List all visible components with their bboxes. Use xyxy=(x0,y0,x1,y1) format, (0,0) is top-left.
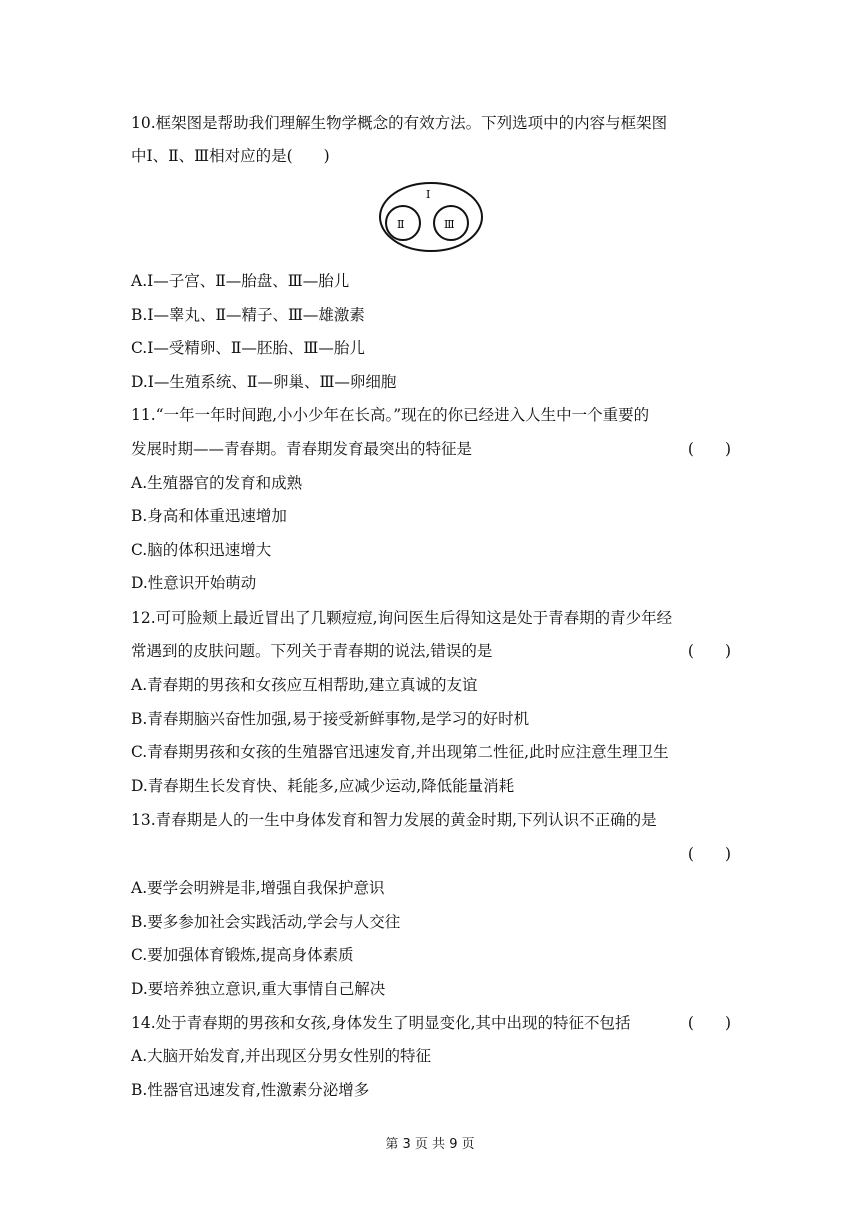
concept-framework-diagram xyxy=(378,181,484,253)
q10-option-d: D.Ⅰ—生殖系统、Ⅱ—卵巢、Ⅲ—卵细胞 xyxy=(131,373,397,391)
q13-option-b: B.要多参加社会实践活动,学会与人交往 xyxy=(131,913,401,931)
q11-stem-line-2 xyxy=(131,439,731,459)
q12-stem-text: 常遇到的皮肤问题。下列关于青春期的说法,错误的是 xyxy=(131,642,493,660)
q10-option-a: A.Ⅰ—子宫、Ⅱ—胎盘、Ⅲ—胎儿 xyxy=(131,272,350,290)
q13-option-a: A.要学会明辨是非,增强自我保护意识 xyxy=(131,879,385,897)
q11-answer-paren: ( ) xyxy=(687,440,731,458)
q13-option-d: D.要培养独立意识,重大事情自己解决 xyxy=(131,980,386,998)
q14-stem-text: 14.处于青春期的男孩和女孩,身体发生了明显变化,其中出现的特征不包括 xyxy=(131,1014,631,1032)
q10-option-c: C.Ⅰ—受精卵、Ⅱ—胚胎、Ⅲ—胎儿 xyxy=(131,339,365,357)
q11-option-c: C.脑的体积迅速增大 xyxy=(131,541,272,559)
q12-stem-line-1: 12.可可脸颊上最近冒出了几颗痘痘,询问医生后得知这是处于青春期的青少年经 xyxy=(131,609,673,627)
q14-answer-paren: ( ) xyxy=(687,1014,731,1032)
q10-stem-line-2: 中Ⅰ、Ⅱ、Ⅲ相对应的是( ) xyxy=(131,147,330,165)
q13-option-c: C.要加强体育锻炼,提高身体素质 xyxy=(131,946,354,964)
q13-stem-line-1: 13.青春期是人的一生中身体发育和智力发展的黄金时期,下列认识不正确的是 xyxy=(131,811,657,829)
q10-stem-line-1: 10.框架图是帮助我们理解生物学概念的有效方法。下列选项中的内容与框架图 xyxy=(131,114,668,132)
q11-option-a: A.生殖器官的发育和成熟 xyxy=(131,474,303,492)
diagram-label-left: Ⅱ xyxy=(397,218,405,231)
q12-option-b: B.青春期脑兴奋性加强,易于接受新鲜事物,是学习的好时机 xyxy=(131,710,530,728)
q11-option-d: D.性意识开始萌动 xyxy=(131,574,257,592)
q14-option-b: B.性器官迅速发育,性激素分泌增多 xyxy=(131,1081,370,1099)
q12-option-d: D.青春期生长发育快、耗能多,应减少运动,降低能量消耗 xyxy=(131,777,515,795)
q12-option-c: C.青春期男孩和女孩的生殖器官迅速发育,并出现第二性征,此时应注意生理卫生 xyxy=(131,743,669,761)
q13-answer-paren: ( ) xyxy=(687,845,731,863)
diagram-label-outer: Ⅰ xyxy=(426,188,431,201)
q12-option-a: A.青春期的男孩和女孩应互相帮助,建立真诚的友谊 xyxy=(131,676,478,694)
page-number-footer: 第 3 页 共 9 页 xyxy=(385,1137,475,1152)
diagram-label-right: Ⅲ xyxy=(444,218,455,231)
q14-option-a: A.大脑开始发育,并出现区分男女性别的特征 xyxy=(131,1047,432,1065)
q10-option-b: B.Ⅰ—睾丸、Ⅱ—精子、Ⅲ—雄激素 xyxy=(131,306,365,324)
q12-answer-paren: ( ) xyxy=(687,642,731,660)
q11-option-b: B.身高和体重迅速增加 xyxy=(131,507,287,525)
q11-stem-line-1: 11.“一年一年时间跑,小小少年在长高。”现在的你已经进入人生中一个重要的 xyxy=(131,406,650,424)
q14-stem-line-1 xyxy=(131,1013,731,1033)
q12-stem-line-2 xyxy=(131,641,731,661)
q11-stem-text: 发展时期——青春期。青春期发育最突出的特征是 xyxy=(131,440,473,458)
